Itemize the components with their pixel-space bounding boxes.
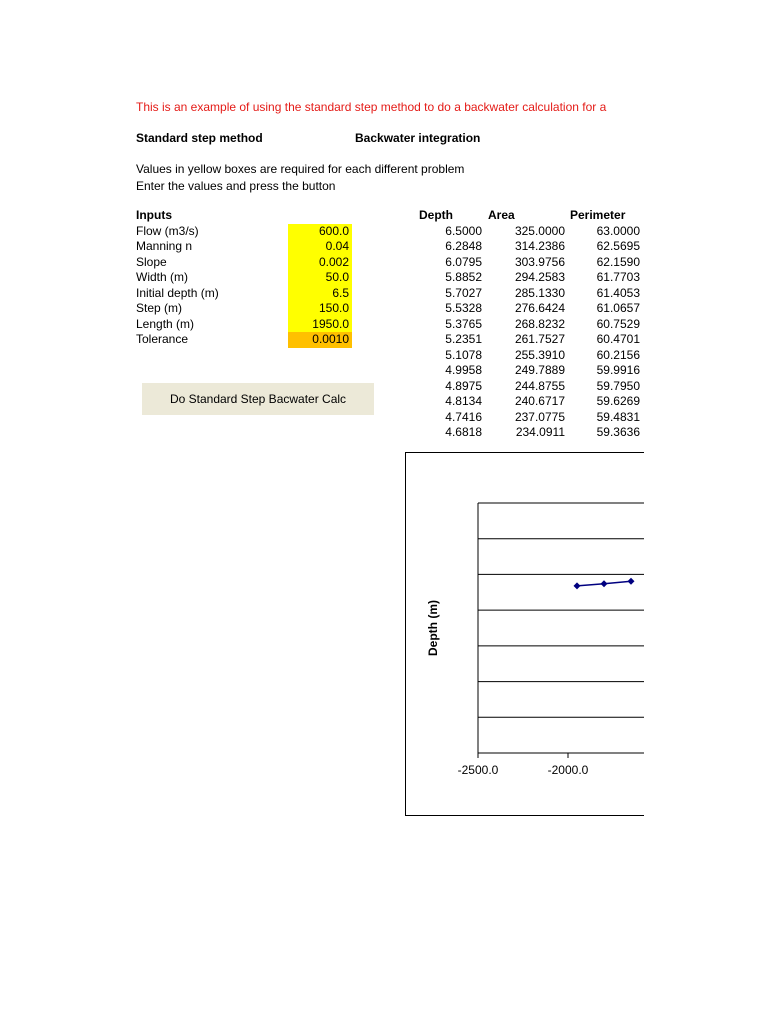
input-label-initial-depth: Initial depth (m) bbox=[136, 285, 219, 300]
table-row bbox=[400, 270, 644, 286]
table-row bbox=[400, 379, 644, 395]
perimeter-cell: 60.2156 bbox=[596, 347, 640, 362]
slope-input[interactable]: 0.002 bbox=[288, 255, 352, 271]
perimeter-cell: 59.3636 bbox=[596, 425, 640, 439]
depth-cell: 5.7027 bbox=[445, 285, 482, 300]
input-label-tolerance: Tolerance bbox=[136, 332, 189, 346]
step-input[interactable]: 150.0 bbox=[288, 301, 352, 317]
method-title: Standard step method bbox=[136, 131, 263, 145]
integration-title: Backwater integration bbox=[355, 131, 481, 145]
perimeter-cell: 59.6269 bbox=[596, 394, 640, 408]
depth-cell: 5.5328 bbox=[445, 301, 482, 315]
input-label-manning: Manning n bbox=[136, 239, 193, 253]
table-row bbox=[400, 363, 644, 379]
data-point bbox=[628, 578, 635, 585]
area-cell: 261.7527 bbox=[514, 332, 565, 346]
perimeter-cell: 61.4053 bbox=[596, 285, 640, 300]
table-row bbox=[400, 239, 644, 255]
instruction-line-1: Values in yellow boxes are required for each different problem bbox=[136, 162, 465, 176]
table-row bbox=[400, 332, 644, 348]
header-perimeter: Perimeter bbox=[570, 208, 626, 222]
depth-cell: 5.3765 bbox=[445, 316, 482, 331]
tolerance-input[interactable]: 0.0010 bbox=[288, 332, 352, 348]
width-input[interactable]: 50.0 bbox=[288, 270, 352, 286]
depth-cell: 6.2848 bbox=[445, 239, 482, 253]
depth-cell: 4.7416 bbox=[445, 409, 482, 424]
area-cell: 325.0000 bbox=[514, 223, 565, 238]
instruction-line-2: Enter the values and press the button bbox=[136, 179, 336, 193]
table-row bbox=[400, 425, 644, 441]
header-area: Area bbox=[488, 208, 515, 222]
perimeter-cell: 59.7950 bbox=[596, 378, 640, 393]
area-cell: 276.6424 bbox=[514, 301, 565, 315]
manning-input[interactable]: 0.04 bbox=[288, 239, 352, 255]
input-label-length: Length (m) bbox=[136, 316, 195, 331]
perimeter-cell: 59.4831 bbox=[596, 409, 640, 424]
input-label-step: Step (m) bbox=[136, 301, 183, 315]
area-cell: 294.2583 bbox=[514, 270, 565, 284]
perimeter-cell: 61.7703 bbox=[596, 270, 640, 284]
area-cell: 303.9756 bbox=[514, 254, 565, 269]
area-cell: 285.1330 bbox=[514, 285, 565, 300]
input-label-width: Width (m) bbox=[136, 270, 188, 284]
results-table bbox=[400, 208, 644, 441]
x-tick-label: -2000.0 bbox=[547, 763, 589, 777]
area-cell: 240.6717 bbox=[514, 394, 565, 408]
area-cell: 234.0911 bbox=[515, 425, 565, 439]
table-row bbox=[400, 394, 644, 410]
depth-cell: 4.8975 bbox=[445, 378, 482, 393]
perimeter-cell: 59.9916 bbox=[596, 363, 640, 377]
perimeter-cell: 61.0657 bbox=[596, 301, 640, 315]
area-cell: 255.3910 bbox=[514, 347, 565, 362]
standard-step-calc-button[interactable]: Do Standard Step Bacwater Calc bbox=[142, 383, 374, 415]
depth-cell: 5.1078 bbox=[445, 347, 482, 362]
input-label-slope: Slope bbox=[136, 254, 167, 269]
clip-mask bbox=[644, 0, 768, 1024]
perimeter-cell: 60.4701 bbox=[596, 332, 640, 346]
table-row bbox=[400, 301, 644, 317]
length-input[interactable]: 1950.0 bbox=[288, 317, 352, 333]
area-cell: 268.8232 bbox=[514, 316, 565, 331]
depth-chart bbox=[406, 453, 655, 816]
data-point bbox=[601, 580, 608, 587]
inputs-heading: Inputs bbox=[136, 208, 172, 222]
flow-input[interactable]: 600.0 bbox=[288, 224, 352, 240]
table-row bbox=[400, 224, 644, 240]
depth-cell: 6.0795 bbox=[445, 254, 482, 269]
depth-cell: 4.8134 bbox=[445, 394, 482, 408]
x-tick-label: -2500.0 bbox=[457, 763, 499, 777]
area-cell: 237.0775 bbox=[514, 409, 565, 424]
depth-cell: 5.8852 bbox=[445, 270, 482, 284]
depth-cell: 4.6818 bbox=[445, 425, 482, 439]
inputs-panel bbox=[136, 208, 352, 348]
chart-frame bbox=[405, 452, 655, 816]
depth-cell: 6.5000 bbox=[445, 223, 482, 238]
initial-depth-input[interactable]: 6.5 bbox=[288, 286, 352, 302]
depth-cell: 4.9958 bbox=[445, 363, 482, 377]
perimeter-cell: 60.7529 bbox=[596, 316, 640, 331]
depth-cell: 5.2351 bbox=[445, 332, 482, 346]
table-row bbox=[400, 255, 644, 271]
perimeter-cell: 63.0000 bbox=[596, 223, 640, 238]
table-row bbox=[400, 286, 644, 302]
input-label-flow: Flow (m3/s) bbox=[136, 223, 199, 238]
table-row bbox=[400, 317, 644, 333]
area-cell: 244.8755 bbox=[514, 378, 565, 393]
header-depth: Depth bbox=[419, 208, 453, 222]
y-axis-label: Depth (m) bbox=[426, 600, 440, 656]
intro-text: This is an example of using the standard step method to do a backwater calculation for a bbox=[136, 100, 607, 114]
table-row bbox=[400, 410, 644, 426]
perimeter-cell: 62.1590 bbox=[596, 254, 640, 269]
perimeter-cell: 62.5695 bbox=[596, 239, 640, 253]
area-cell: 249.7889 bbox=[514, 363, 565, 377]
area-cell: 314.2386 bbox=[514, 239, 565, 253]
data-point bbox=[574, 582, 581, 589]
table-row bbox=[400, 348, 644, 364]
